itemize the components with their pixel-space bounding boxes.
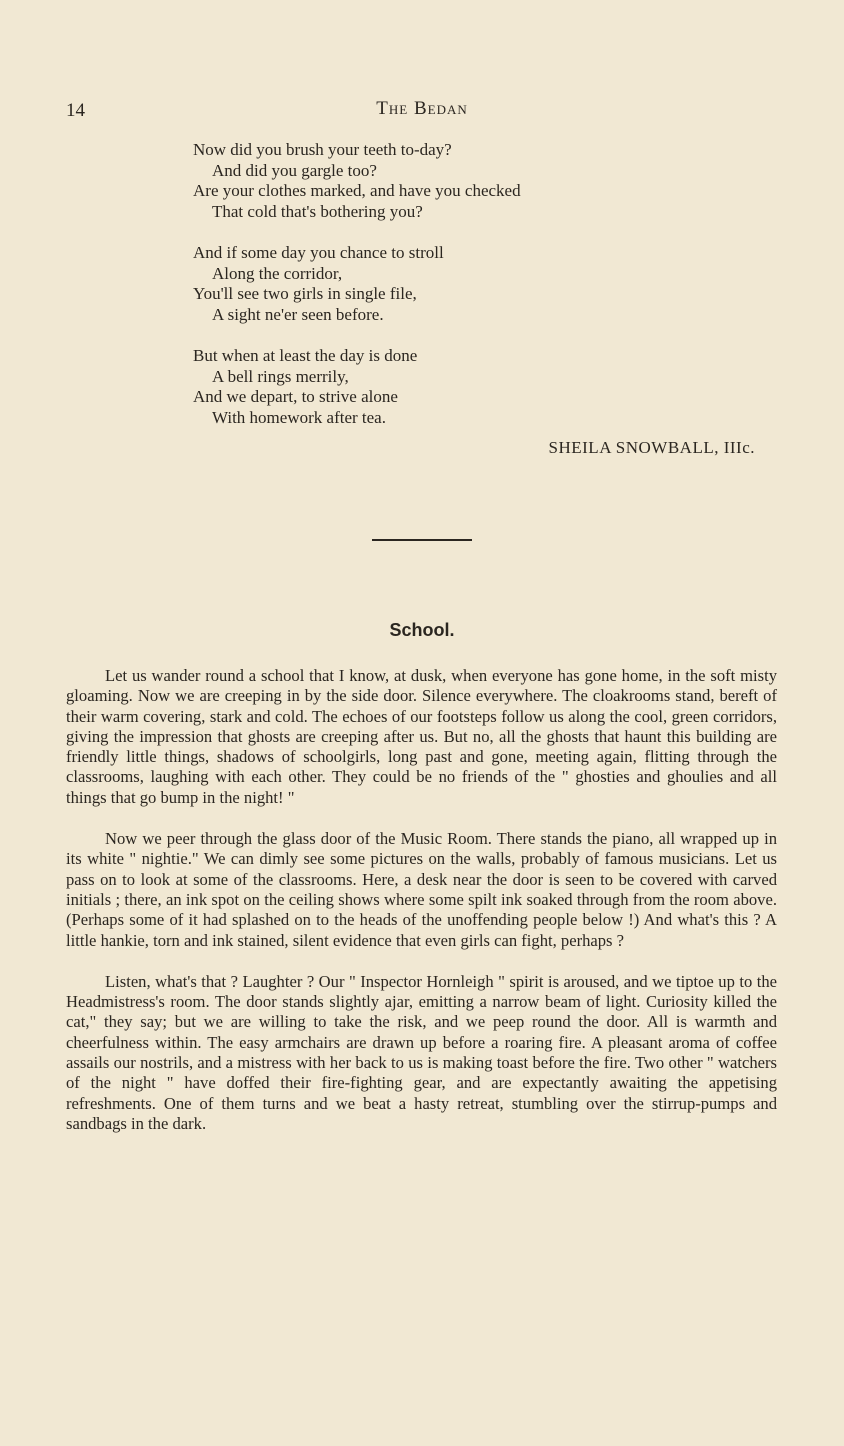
article-body <box>66 666 777 1155</box>
poem-line: You'll see two girls in single file, <box>193 284 417 303</box>
poem-line: Along the corridor, <box>212 263 343 283</box>
poem-line: And did you gargle too? <box>212 160 377 180</box>
running-title: The Bedan <box>376 98 468 119</box>
section-divider <box>372 539 472 541</box>
poem-line: And we depart, to strive alone <box>193 387 398 406</box>
article-paragraph: Listen, what's that ? Laughter ? Our " Inspector Hornleigh " spirit is aroused, and we tiptoe up to the Headmistress's room. The door stands slightly ajar, emitting a narrow beam of light. Curiosity killed the cat," they say; but we are willing to take the risk, and we peep round the door. All is warmth and cheerfulness within. The easy armchairs are drawn up before a roaring fire. A pleasant aroma of coffee assails our nostrils, and a mistress with her back to us is making toast before the fire. Two other " watchers of the night " have doffed their fire-fighting gear, and are expectantly awaiting the appetising refreshments. One of them turns and we beat a hasty retreat, stumbling over the stirrup-pumps and sandbags in the dark. <box>66 971 777 1133</box>
article-title: School. <box>389 620 455 640</box>
poem-stanza <box>193 346 713 428</box>
poem-stanza <box>193 140 713 222</box>
poem <box>193 140 713 449</box>
poem-line: That cold that's bothering you? <box>212 201 423 221</box>
poem-line: A sight ne'er seen before. <box>212 304 384 324</box>
poem-line: Are your clothes marked, and have you checked <box>193 181 521 200</box>
page-number: 14 <box>66 100 85 121</box>
article-paragraph: Let us wander round a school that I know, at dusk, when everyone has gone home, in the soft misty gloaming. Now we are creeping in by the side door. Silence everywhere. The cloakrooms stand, bereft of their warm covering, stark and cold. The echoes of our footsteps follow us along the cool, green corridors, giving the impression that ghosts are creeping after us. But no, all the ghosts that haunt this building are friendly little things, shadows of schoolgirls, long past and gone, meeting again, flitting through the classrooms, laughing with each other. They could be no friends of the " ghosties and ghoulies and all things that go bump in the night! " <box>66 666 777 807</box>
poem-line: With homework after tea. <box>212 407 386 427</box>
poem-line: But when at least the day is done <box>193 346 418 365</box>
poem-line: And if some day you chance to stroll <box>193 243 444 262</box>
poem-stanza <box>193 243 713 325</box>
article-paragraph: Now we peer through the glass door of the Music Room. There stands the piano, all wrapped up in its white " nightie." We can dimly see some pictures on the walls, probably of famous musicians. Let us pass on to look at some of the classrooms. Here, a desk near the door is seen to be covered with carved initials ; there, an ink spot on the ceiling shows where some spilt ink soaked through from the room above. (Perhaps some of it had splashed on to the heads of the unoffending people below !) And what's this ? A little hankie, torn and ink stained, silent evidence that even girls can fight, perhaps ? <box>66 829 777 950</box>
poem-line: Now did you brush your teeth to-day? <box>193 140 452 159</box>
poem-line: A bell rings merrily, <box>212 366 349 386</box>
poem-author: SHEILA SNOWBALL, IIIc. <box>548 438 755 457</box>
